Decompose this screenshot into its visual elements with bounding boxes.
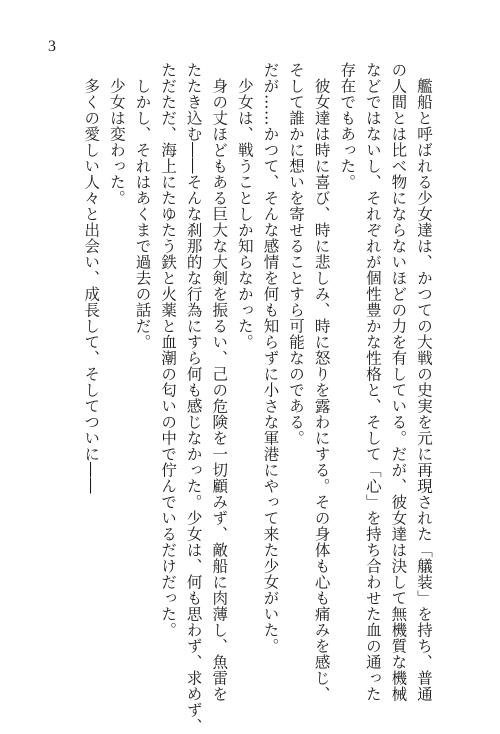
text-line: 艦船と呼ばれる少女達は、かつての大戦の史実を元に再現された「艤装」を持ち、普通 xyxy=(415,62,433,702)
text-line: しかし、それはあくまで過去の話だ。 xyxy=(133,62,152,350)
text-line: 存在でもあった。 xyxy=(338,62,357,190)
text-line: だが……かつて、そんな感情を何も知らずに小さな軍港にやって来た少女がいた。 xyxy=(261,62,280,654)
text-line: 身の丈ほどもある巨大な大剣を振るい、己の危険を一切顧みず、敵船に肉薄し、魚雷を xyxy=(210,62,229,702)
text-line: 少女は変わった。 xyxy=(107,62,126,206)
text-line: の人間とは比べ物にならないほどの力を有している。だが、彼女達は決して無機質な機械 xyxy=(389,62,408,702)
page-number: 3 xyxy=(48,38,56,55)
text-line: ただただ、海上にたゆたう鉄と火薬と血潮の匂いの中で佇んでいるだけだった。 xyxy=(159,62,178,638)
text-line: 多くの愛しい人々と出会い、成長して、そしてついに―― xyxy=(82,62,101,494)
text-line: などではないし、それぞれが個性豊かな性格と、そして「心」を持ち合わせた血の通った xyxy=(363,62,382,702)
text-line: そして誰かに想いを寄せることすら可能なのである。 xyxy=(287,62,306,446)
text-line: たたき込む――そんな刹那的な行為にすら何も感じなかった。少女は、何も思わず、求めず、 xyxy=(184,62,203,734)
text-line: 少女は、戦うことしか知らなかった。 xyxy=(235,62,254,350)
text-line: 彼女達は時に喜び、時に悲しみ、時に怒りを露わにする。その身体も心も痛みを感じ、 xyxy=(312,62,331,702)
novel-text xyxy=(78,62,436,734)
